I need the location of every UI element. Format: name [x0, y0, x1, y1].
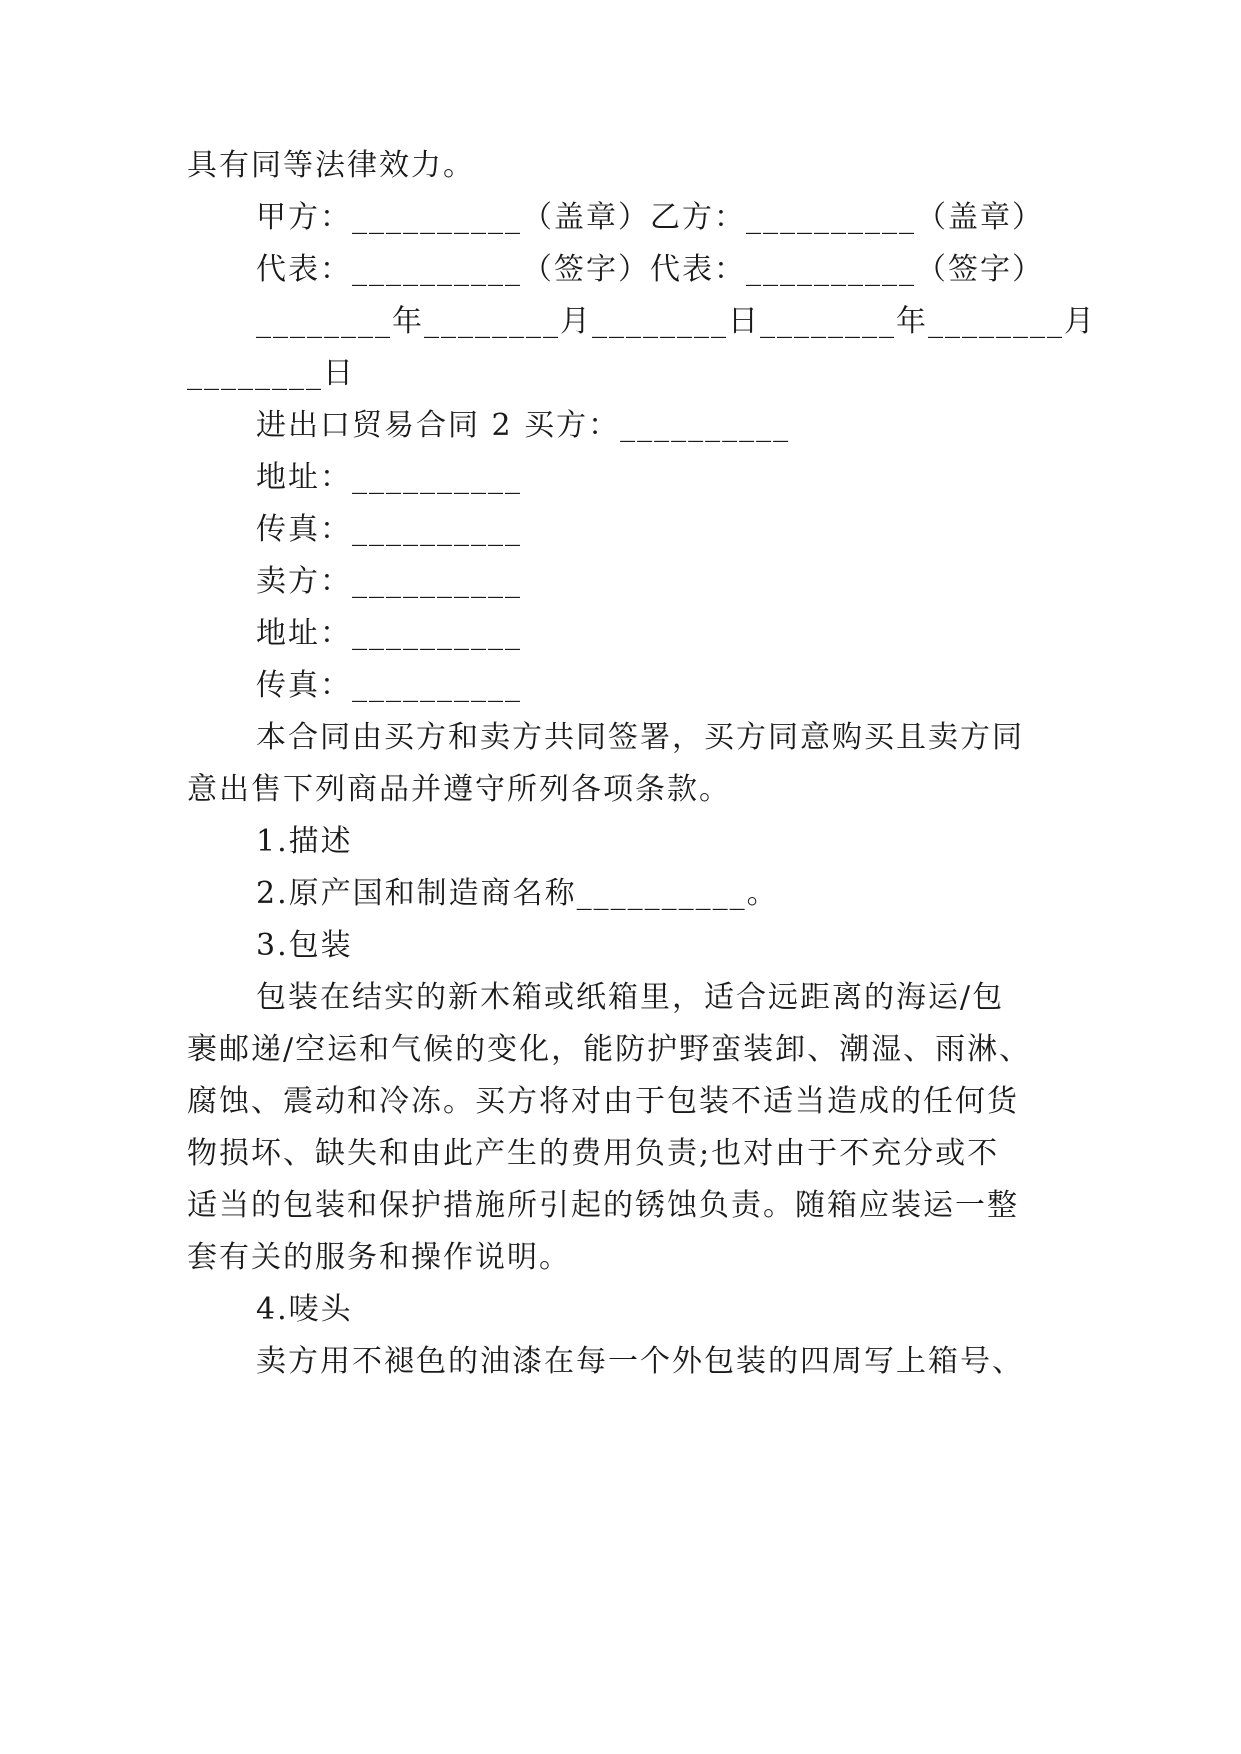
text-line-date-day: ________日 [187, 356, 355, 391]
text-line-intro-2: 意出售下列商品并遵守所列各项条款。 [187, 772, 731, 807]
text-line-packing-3: 腐蚀、震动和冷冻。买方将对由于包装不适当造成的任何货 [187, 1084, 1019, 1119]
text-line-buyer-fax: 传真：__________ [256, 512, 522, 547]
section-heading-origin: 2.原产国和制造商名称__________。 [256, 876, 779, 911]
text-line-seller: 卖方：__________ [256, 564, 522, 599]
text-line-contract-title-buyer: 进出口贸易合同 2 买方：__________ [256, 408, 791, 443]
text-line-packing-2: 裹邮递/空运和气候的变化，能防护野蛮装卸、潮湿、雨淋、 [187, 1032, 1032, 1067]
text-line-packing-1: 包装在结实的新木箱或纸箱里，适合远距离的海运/包 [256, 980, 1005, 1015]
text-line-packing-6: 套有关的服务和操作说明。 [187, 1240, 571, 1275]
text-line-packing-5: 适当的包装和保护措施所引起的锈蚀负责。随箱应装运一整 [187, 1188, 1019, 1223]
text-line-representative-sign: 代表：__________（签字）代表：__________（签字） [256, 252, 1044, 287]
text-line-marks-1: 卖方用不褪色的油漆在每一个外包装的四周写上箱号、 [256, 1344, 1024, 1379]
section-heading-description: 1.描述 [256, 824, 353, 859]
text-line-buyer-address: 地址：__________ [256, 460, 522, 495]
section-heading-marks: 4.唛头 [256, 1292, 353, 1327]
text-line-intro-1: 本合同由买方和卖方共同签署，买方同意购买且卖方同 [256, 720, 1024, 755]
text-line-seller-fax: 传真：__________ [256, 668, 522, 703]
section-heading-packing: 3.包装 [256, 928, 353, 963]
text-line-packing-4: 物损坏、缺失和由此产生的费用负责;也对由于不充分或不 [187, 1136, 1000, 1171]
text-line-seller-address: 地址：__________ [256, 616, 522, 651]
text-line-party-a-b-seal: 甲方：__________（盖章）乙方：__________（盖章） [256, 200, 1044, 235]
text-line-dates: ________年________月________日________年________月 [256, 304, 1096, 339]
text-line-validity: 具有同等法律效力。 [187, 148, 475, 183]
